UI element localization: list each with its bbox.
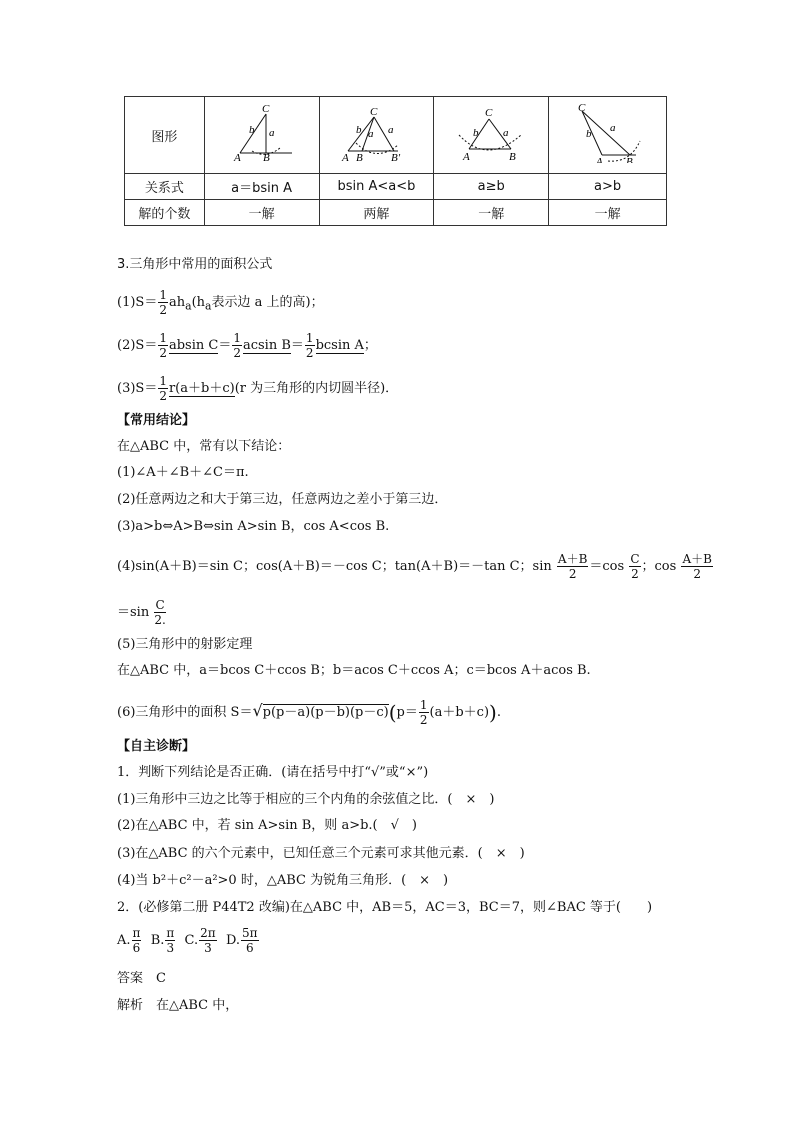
relation-header: 关系式 <box>125 174 205 200</box>
option-a: A. $\frac{\pi}{6}$ <box>117 926 141 955</box>
count-cell: 一解 <box>549 200 667 226</box>
common-heading: 【常用结论】 <box>117 413 196 428</box>
triangle-diagram-2 <box>336 103 416 163</box>
triangle-diagram-1 <box>222 103 302 163</box>
conclusion-1: (1)∠A＋∠B＋∠C＝π. <box>117 465 249 480</box>
figure-case-4 <box>549 97 667 174</box>
svg-text:a: a <box>503 127 509 139</box>
conclusion-4: (4)sin(A＋B)＝sin C；cos(A＋B)＝－cos C；tan(A＋B)＝－tan C；sin $\frac{A+B}{2}$ ＝cos $\frac{C}{2}$ ；cos $\frac{A+B}{2}$ <box>117 552 712 581</box>
svg-text:a: a <box>268 127 275 139</box>
option-c: C. $\frac{2\pi}{3}$ <box>184 926 216 955</box>
svg-text:a: a <box>609 122 616 134</box>
svg-text:A: A <box>342 152 350 163</box>
conclusion-2: (2)任意两边之和大于第三边，任意两边之差小于第三边． <box>117 492 448 507</box>
count-cell: 一解 <box>204 200 319 226</box>
count-cell: 一解 <box>434 200 549 226</box>
triangle-solutions-table <box>124 96 667 226</box>
svg-text:b: b <box>356 124 362 136</box>
projection-theorem: 在△ABC 中，a＝bcos C＋ccos B；b＝acos C＋ccos A；c＝bcos A＋acos B. <box>117 663 591 678</box>
area-formula-3: (3)S＝ $\frac{1}{2}$ r(a＋b＋c)(r 为三角形的内切圆半径)． <box>117 374 399 403</box>
relation-cell: a＝bsin A <box>204 174 319 200</box>
area-formula-1: (1)S＝ $\frac{1}{2}$ $ah_a(h_a$表示边 a 上的高)； <box>117 288 324 317</box>
question-2-options <box>117 926 260 955</box>
svg-text:A: A <box>463 151 470 163</box>
svg-text:a: a <box>388 124 394 136</box>
figure-case-1 <box>204 97 319 174</box>
common-intro: 在△ABC 中，常有以下结论： <box>117 439 291 454</box>
conclusion-5: (5)三角形中的射影定理 <box>117 637 253 652</box>
question-1-item-1: (1)三角形中三边之比等于相应的三个内角的余弦值之比．( × ) <box>117 792 495 807</box>
triangle-diagram-3 <box>451 103 531 163</box>
svg-text:b: b <box>248 124 255 136</box>
question-1-item-3: (3)在△ABC 的六个元素中，已知任意三个元素可求其他元素．( × ) <box>117 846 525 861</box>
relation-cell: a≥b <box>434 174 549 200</box>
svg-text:C: C <box>370 106 378 118</box>
fraction: $\frac{1}{2}$ <box>159 288 167 317</box>
svg-text:B: B <box>262 152 270 163</box>
option-b: B. $\frac{\pi}{3}$ <box>150 926 175 955</box>
analysis: 解析 在△ABC 中， <box>117 998 239 1013</box>
question-1: 1．判断下列结论是否正确．(请在括号中打“√”或“×”) <box>117 765 429 780</box>
svg-text:B: B <box>509 151 516 163</box>
svg-text:a: a <box>368 128 374 140</box>
count-header: 解的个数 <box>125 200 205 226</box>
conclusion-4-cont: ＝sin $\frac{C}{2.}$ <box>117 598 166 627</box>
conclusion-6: (6)三角形中的面积 S＝√p(p－a)(p－b)(p－c)(p＝ $\frac{1}{2}$ (a＋b＋c)). <box>117 698 501 727</box>
option-d: D. $\frac{5\pi}{6}$ <box>225 926 258 955</box>
svg-text:B′: B′ <box>391 152 401 163</box>
triangle-diagram-4 <box>568 103 648 163</box>
svg-text:A: A <box>233 152 241 163</box>
question-1-item-2: (2)在△ABC 中，若 sin A>sin B，则 a>b.( √ ) <box>117 818 417 833</box>
svg-text:A: A <box>595 156 603 163</box>
relation-cell: a>b <box>549 174 667 200</box>
diagnosis-heading: 【自主诊断】 <box>117 739 196 754</box>
answer: 答案 C <box>117 971 166 986</box>
svg-text:B: B <box>356 152 364 163</box>
svg-text:C: C <box>261 103 269 115</box>
svg-text:b: b <box>585 128 592 140</box>
figure-case-3 <box>434 97 549 174</box>
svg-text:C: C <box>577 103 585 114</box>
svg-text:B: B <box>625 156 633 163</box>
relation-cell: bsin A<a<b <box>319 174 434 200</box>
count-cell: 两解 <box>319 200 434 226</box>
section3-title: 3.三角形中常用的面积公式 <box>117 257 273 272</box>
figure-case-2 <box>319 97 434 174</box>
svg-text:C: C <box>485 107 493 119</box>
svg-text:b: b <box>473 127 479 139</box>
question-2: 2．(必修第二册 P44T2 改编)在△ABC 中，AB＝5，AC＝3，BC＝7，则∠BAC 等于( ) <box>117 900 653 915</box>
figure-header: 图形 <box>125 97 205 174</box>
question-1-item-4: (4)当 b²＋c²－a²>0 时，△ABC 为锐角三角形．( × ) <box>117 873 449 888</box>
area-formula-2: (2)S＝ $\frac{1}{2}$ absin C＝ $\frac{1}{2}$ acsin B＝ $\frac{1}{2}$ bcsin A； <box>117 331 377 360</box>
conclusion-3: (3)a>b⇔A>B⇔sin A>sin B，cos A<cos B. <box>117 519 390 534</box>
